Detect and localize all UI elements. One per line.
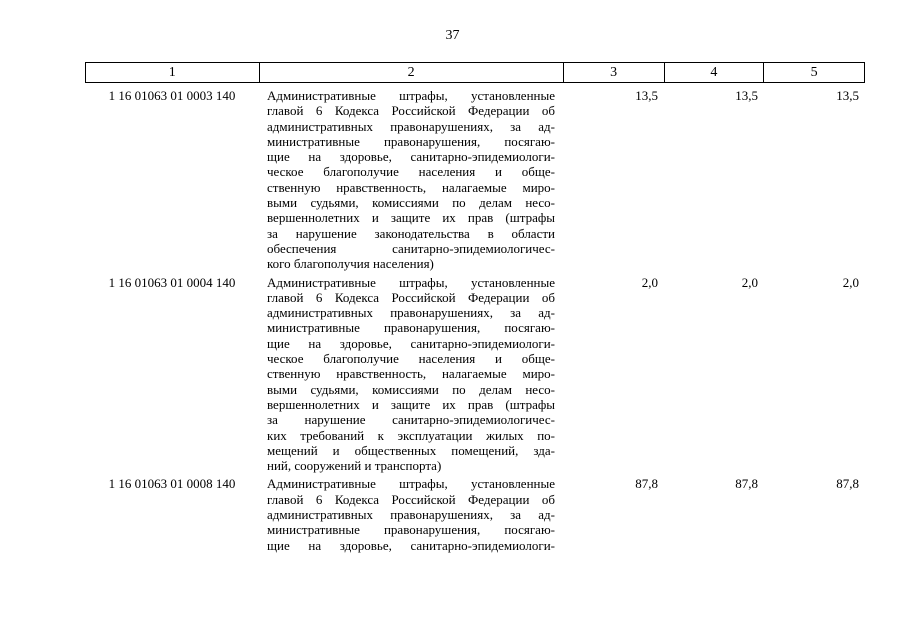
value-col-4: 13,5 (735, 88, 758, 103)
value-col-3: 13,5 (635, 88, 658, 103)
description (259, 476, 564, 552)
description-line: обеспечения санитарно-эпидемиологичес- (267, 240, 555, 256)
header-cell-5: 5 (810, 65, 818, 80)
header-cell-1: 1 (86, 63, 260, 82)
description-line: ческое благополучие населения и обще- (267, 351, 555, 367)
description-line: административных правонарушениях, за ад- (267, 305, 555, 321)
description-line: Административные штрафы, установленные (267, 88, 555, 103)
value-col-4: 87,8 (735, 476, 758, 492)
description-line: главой 6 Кодекса Российской Федерации об (267, 491, 555, 507)
description-line: за нарушение законодательства в области (267, 225, 555, 241)
budget-code: 1 16 01063 01 0004 140 (108, 274, 236, 290)
table-body (85, 88, 865, 556)
description-line: мещений и общественных помещений, зда- (267, 442, 555, 458)
description-line: главой 6 Кодекса Российской Федерации об (267, 103, 555, 119)
value-col-5: 13,5 (836, 88, 859, 103)
description-line: ких требований к эксплуатации жилых по- (267, 427, 555, 443)
description-line: за нарушение санитарно-эпидемиологичес- (267, 412, 555, 428)
description-line: главой 6 Кодекса Российской Федерации об (267, 289, 555, 305)
page-number: 37 (445, 28, 460, 43)
description (259, 275, 564, 474)
description-line: вершеннолетних и защите их прав (штрафы (267, 210, 555, 226)
description-line: министративные правонарушения, посягаю- (267, 133, 555, 149)
description-line: Административные штрафы, установленные (267, 476, 555, 492)
budget-code: 1 16 01063 01 0008 140 (108, 476, 236, 492)
value-col-5: 2,0 (842, 274, 859, 290)
table-header-row (85, 62, 865, 83)
description-line: выми судьями, комиссиями по делам несо- (267, 195, 555, 211)
description-line: административных правонарушениях, за ад- (267, 118, 555, 134)
value-col-3: 2,0 (641, 274, 658, 290)
table-row (85, 88, 865, 272)
header-cell-2: 2 (260, 63, 564, 82)
value-col-4: 2,0 (741, 274, 758, 290)
description-line: ственную нравственность, налагаемые миро- (267, 366, 555, 382)
description-line: вершеннолетних и защите их прав (штрафы (267, 396, 555, 412)
header-cell-3: 3 (564, 63, 665, 82)
description-line: ческое благополучие населения и обще- (267, 164, 555, 180)
description-line: выми судьями, комиссиями по делам несо- (267, 381, 555, 397)
description-line: министративные правонарушения, посягаю- (267, 320, 555, 336)
description-line: щие на здоровье, санитарно-эпидемиологи- (267, 335, 555, 351)
description-line: ний, сооружений и транспорта) (267, 458, 442, 474)
header-cell-4: 4 (665, 63, 765, 82)
description-line: ственную нравственность, налагаемые миро- (267, 179, 555, 195)
budget-code: 1 16 01063 01 0003 140 (108, 88, 236, 103)
description-line: кого благополучия населения) (267, 256, 434, 272)
description-line: щие на здоровье, санитарно-эпидемиологи- (267, 537, 555, 553)
table-row (85, 476, 865, 552)
value-col-5: 87,8 (836, 476, 859, 492)
description-line: министративные правонарушения, посягаю- (267, 522, 555, 538)
description-line: Административные штрафы, установленные (267, 274, 555, 290)
table-row (85, 275, 865, 474)
description-line: административных правонарушениях, за ад- (267, 507, 555, 523)
description (259, 88, 564, 272)
value-col-3: 87,8 (635, 476, 658, 492)
description-line: щие на здоровье, санитарно-эпидемиологи- (267, 149, 555, 165)
